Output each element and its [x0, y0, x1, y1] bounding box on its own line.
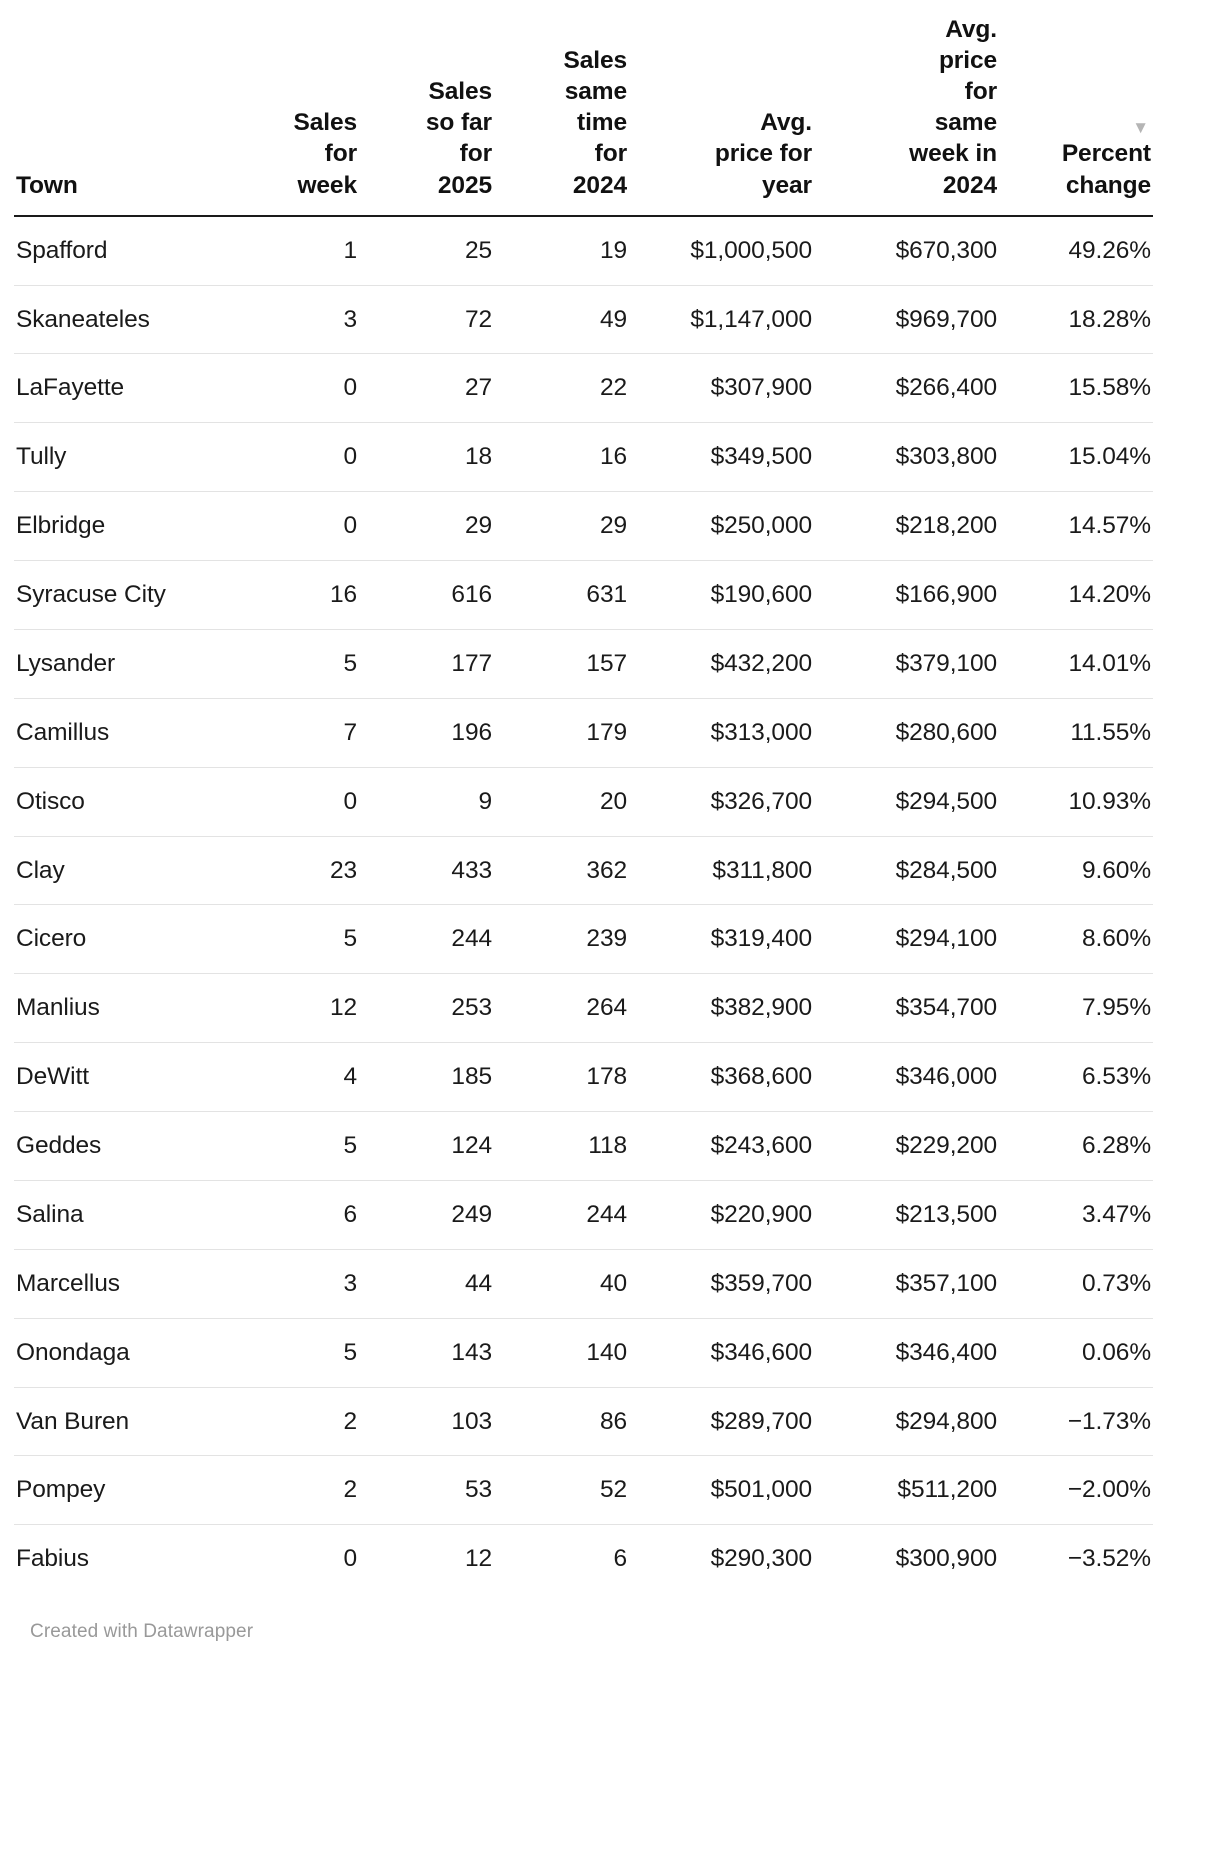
header-line: Percent — [1061, 140, 1151, 168]
cell-percent-change: 14.01% — [999, 629, 1153, 698]
cell-avg-price-same-week-2024: $294,100 — [814, 905, 999, 974]
cell-avg-price-same-week-2024: $229,200 — [814, 1112, 999, 1181]
cell-sales-for-week: 5 — [224, 905, 359, 974]
cell-sales-so-far-2025: 18 — [359, 423, 494, 492]
cell-sales-so-far-2025: 196 — [359, 698, 494, 767]
cell-town: LaFayette — [14, 354, 224, 423]
cell-sales-so-far-2025: 253 — [359, 974, 494, 1043]
column-header-sales-for-week[interactable] — [224, 14, 359, 216]
cell-sales-so-far-2025: 244 — [359, 905, 494, 974]
table-row — [14, 1043, 1153, 1112]
table-row — [14, 354, 1153, 423]
cell-percent-change: 0.06% — [999, 1318, 1153, 1387]
table-row — [14, 629, 1153, 698]
cell-sales-same-time-2024: 178 — [494, 1043, 629, 1112]
header-line: Sales — [293, 109, 357, 137]
cell-sales-so-far-2025: 53 — [359, 1456, 494, 1525]
sort-descending-icon[interactable]: ▼ — [1132, 118, 1149, 138]
table-row — [14, 561, 1153, 630]
cell-avg-price-same-week-2024: $346,000 — [814, 1043, 999, 1112]
cell-sales-for-week: 0 — [224, 767, 359, 836]
header-line: week in — [909, 140, 997, 168]
header-line: price for — [714, 140, 812, 168]
table-row — [14, 423, 1153, 492]
column-header-sales-so-far-2025[interactable] — [359, 14, 494, 216]
header-line: for — [459, 140, 492, 168]
cell-town: Marcellus — [14, 1249, 224, 1318]
cell-sales-for-week: 3 — [224, 285, 359, 354]
column-header-town-line-1: Town — [16, 171, 78, 199]
cell-town: Geddes — [14, 1112, 224, 1181]
cell-avg-price-year: $290,300 — [710, 1545, 812, 1573]
cell-avg-price-year: $359,700 — [629, 1249, 814, 1318]
header-line: Sales — [563, 47, 627, 75]
cell-avg-price-year: $432,200 — [629, 629, 814, 698]
cell-sales-same-time-2024: 86 — [494, 1387, 629, 1456]
table-row — [14, 1180, 1153, 1249]
cell-sales-so-far-2025: 185 — [359, 1043, 494, 1112]
cell-avg-price-same-week-2024: $346,400 — [814, 1318, 999, 1387]
cell-town: Tully — [14, 423, 224, 492]
cell-sales-so-far-2025: 29 — [359, 492, 494, 561]
cell-percent-change: 18.28% — [999, 285, 1153, 354]
header-line: time — [577, 109, 627, 137]
cell-sales-same-time-2024: 49 — [494, 285, 629, 354]
cell-percent-change: 0.73% — [999, 1249, 1153, 1318]
cell-percent-change: 49.26% — [999, 216, 1153, 285]
cell-sales-so-far-2025: 25 — [359, 216, 494, 285]
cell-avg-price-same-week-2024: $284,500 — [814, 836, 999, 905]
cell-avg-price-year: $368,600 — [629, 1043, 814, 1112]
cell-sales-same-time-2024: 118 — [494, 1112, 629, 1181]
cell-avg-price-year: $382,900 — [629, 974, 814, 1043]
header-line: for — [964, 78, 997, 106]
cell-sales-same-time-2024: 52 — [494, 1456, 629, 1525]
cell-sales-so-far-2025: 616 — [359, 561, 494, 630]
cell-sales-for-week: 2 — [224, 1387, 359, 1456]
cell-town: Syracuse City — [14, 561, 224, 630]
cell-sales-same-time-2024: 140 — [494, 1318, 629, 1387]
cell-avg-price-year: $313,000 — [629, 698, 814, 767]
cell-sales-so-far-2025: 249 — [359, 1180, 494, 1249]
cell-sales-for-week: 2 — [224, 1456, 359, 1525]
table-row — [14, 1318, 1153, 1387]
header-line: year — [761, 171, 812, 199]
cell-sales-same-time-2024: 16 — [494, 423, 629, 492]
cell-sales-same-time-2024: 29 — [494, 492, 629, 561]
cell-sales-same-time-2024: 179 — [494, 698, 629, 767]
cell-avg-price-year: $289,700 — [629, 1387, 814, 1456]
cell-sales-for-week: 0 — [224, 492, 359, 561]
table-row — [14, 285, 1153, 354]
table-header-row — [14, 14, 1153, 216]
cell-town: Lysander — [14, 629, 224, 698]
cell-avg-price-same-week-2024: $294,500 — [814, 767, 999, 836]
cell-town: Salina — [14, 1180, 224, 1249]
cell-sales-for-week: 4 — [224, 1043, 359, 1112]
cell-avg-price-year: $1,147,000 — [629, 285, 814, 354]
datawrapper-credit[interactable]: Created with Datawrapper — [30, 1621, 254, 1643]
cell-sales-same-time-2024: 239 — [494, 905, 629, 974]
cell-percent-change: 7.95% — [999, 974, 1153, 1043]
header-line: for — [594, 140, 627, 168]
cell-sales-for-week: 7 — [224, 698, 359, 767]
header-line: change — [1065, 171, 1151, 199]
cell-town: Manlius — [14, 974, 224, 1043]
cell-town: Elbridge — [14, 492, 224, 561]
table-row — [14, 698, 1153, 767]
cell-town: Onondaga — [14, 1318, 224, 1387]
cell-sales-for-week: 3 — [224, 1249, 359, 1318]
cell-percent-change: −3.52% — [1067, 1545, 1151, 1573]
cell-avg-price-same-week-2024: $354,700 — [814, 974, 999, 1043]
cell-sales-same-time-2024: 20 — [494, 767, 629, 836]
cell-percent-change: 11.55% — [999, 698, 1153, 767]
table-row — [14, 1456, 1153, 1525]
cell-town: Camillus — [14, 698, 224, 767]
cell-sales-same-time-2024: 40 — [494, 1249, 629, 1318]
cell-percent-change: 3.47% — [999, 1180, 1153, 1249]
cell-town: Fabius — [16, 1545, 89, 1573]
header-line: week — [297, 171, 357, 199]
cell-avg-price-year: $250,000 — [629, 492, 814, 561]
header-line: same — [564, 78, 627, 106]
cell-avg-price-year: $311,800 — [629, 836, 814, 905]
header-line: for — [324, 140, 357, 168]
cell-sales-so-far-2025: 72 — [359, 285, 494, 354]
cell-sales-for-week: 5 — [224, 1318, 359, 1387]
cell-percent-change: 15.04% — [999, 423, 1153, 492]
cell-sales-for-week: 5 — [224, 1112, 359, 1181]
cell-sales-so-far-2025: 12 — [464, 1545, 492, 1573]
cell-sales-so-far-2025: 124 — [359, 1112, 494, 1181]
cell-sales-for-week: 1 — [224, 216, 359, 285]
cell-sales-same-time-2024: 264 — [494, 974, 629, 1043]
cell-sales-for-week: 23 — [224, 836, 359, 905]
cell-sales-same-time-2024: 19 — [494, 216, 629, 285]
cell-town: Skaneateles — [14, 285, 224, 354]
cell-avg-price-year: $243,600 — [629, 1112, 814, 1181]
cell-avg-price-same-week-2024: $303,800 — [814, 423, 999, 492]
cell-avg-price-year: $349,500 — [629, 423, 814, 492]
cell-sales-so-far-2025: 27 — [359, 354, 494, 423]
real-estate-sales-table — [14, 14, 1153, 1593]
cell-percent-change: −2.00% — [999, 1456, 1153, 1525]
cell-percent-change: 14.20% — [999, 561, 1153, 630]
cell-avg-price-same-week-2024: $300,900 — [895, 1545, 997, 1573]
cell-sales-so-far-2025: 103 — [359, 1387, 494, 1456]
cell-sales-same-time-2024: 244 — [494, 1180, 629, 1249]
table-row — [14, 216, 1153, 285]
cell-sales-same-time-2024: 6 — [613, 1545, 627, 1573]
column-header-avg-price-year[interactable] — [629, 14, 814, 216]
header-line: so far — [425, 109, 492, 137]
table-row — [14, 767, 1153, 836]
cell-town: Pompey — [14, 1456, 224, 1525]
cell-town: Van Buren — [14, 1387, 224, 1456]
cell-avg-price-same-week-2024: $218,200 — [814, 492, 999, 561]
header-line: Avg. — [760, 109, 812, 137]
cell-percent-change: 15.58% — [999, 354, 1153, 423]
table-header — [14, 14, 1153, 216]
cell-percent-change: 6.28% — [999, 1112, 1153, 1181]
header-line: same — [934, 109, 997, 137]
cell-avg-price-same-week-2024: $280,600 — [814, 698, 999, 767]
cell-sales-for-week: 16 — [224, 561, 359, 630]
cell-percent-change: −1.73% — [999, 1387, 1153, 1456]
cell-avg-price-year: $326,700 — [629, 767, 814, 836]
header-line: 2024 — [572, 171, 627, 199]
cell-percent-change: 10.93% — [999, 767, 1153, 836]
header-line: 2025 — [437, 171, 492, 199]
cell-town: DeWitt — [14, 1043, 224, 1112]
cell-avg-price-same-week-2024: $213,500 — [814, 1180, 999, 1249]
cell-sales-so-far-2025: 44 — [359, 1249, 494, 1318]
cell-avg-price-year: $307,900 — [629, 354, 814, 423]
cell-percent-change: 9.60% — [999, 836, 1153, 905]
cell-avg-price-same-week-2024: $670,300 — [814, 216, 999, 285]
cell-town: Cicero — [14, 905, 224, 974]
table-row — [14, 836, 1153, 905]
cell-town: Spafford — [14, 216, 224, 285]
table-row — [14, 492, 1153, 561]
cell-sales-for-week: 5 — [224, 629, 359, 698]
column-header-percent-change[interactable] — [999, 14, 1153, 216]
cell-sales-for-week: 12 — [224, 974, 359, 1043]
cell-avg-price-same-week-2024: $266,400 — [814, 354, 999, 423]
column-header-sales-same-time-2024[interactable] — [494, 14, 629, 216]
cell-avg-price-year: $190,600 — [629, 561, 814, 630]
cell-sales-same-time-2024: 362 — [494, 836, 629, 905]
cell-avg-price-same-week-2024: $357,100 — [814, 1249, 999, 1318]
cell-sales-so-far-2025: 177 — [359, 629, 494, 698]
cell-avg-price-year: $319,400 — [629, 905, 814, 974]
cell-sales-same-time-2024: 631 — [494, 561, 629, 630]
column-header-avg-price-same-week-2024[interactable] — [814, 14, 999, 216]
cell-percent-change: 8.60% — [999, 905, 1153, 974]
cell-avg-price-year: $220,900 — [629, 1180, 814, 1249]
cell-sales-for-week: 0 — [343, 1545, 357, 1573]
table-row — [14, 905, 1153, 974]
cell-percent-change: 14.57% — [999, 492, 1153, 561]
header-line: Sales — [428, 78, 492, 106]
cell-avg-price-year: $346,600 — [629, 1318, 814, 1387]
cell-town: Otisco — [14, 767, 224, 836]
table-row — [14, 974, 1153, 1043]
cell-town: Clay — [14, 836, 224, 905]
cell-avg-price-same-week-2024: $166,900 — [814, 561, 999, 630]
cell-percent-change: 6.53% — [999, 1043, 1153, 1112]
header-line: Avg. — [945, 16, 997, 43]
table-row — [14, 1249, 1153, 1318]
cell-avg-price-year: $1,000,500 — [629, 216, 814, 285]
table-row — [14, 1525, 1153, 1593]
column-header-town[interactable] — [14, 14, 224, 216]
cell-sales-same-time-2024: 22 — [494, 354, 629, 423]
cell-sales-so-far-2025: 433 — [359, 836, 494, 905]
table-body — [14, 216, 1153, 1594]
cell-avg-price-same-week-2024: $294,800 — [814, 1387, 999, 1456]
header-line: price — [938, 47, 997, 75]
cell-sales-for-week: 6 — [224, 1180, 359, 1249]
cell-avg-price-same-week-2024: $379,100 — [814, 629, 999, 698]
cell-avg-price-same-week-2024: $969,700 — [814, 285, 999, 354]
cell-sales-so-far-2025: 9 — [359, 767, 494, 836]
table-row — [14, 1112, 1153, 1181]
cell-sales-so-far-2025: 143 — [359, 1318, 494, 1387]
cell-avg-price-same-week-2024: $511,200 — [814, 1456, 999, 1525]
cell-sales-same-time-2024: 157 — [494, 629, 629, 698]
table-row — [14, 1387, 1153, 1456]
header-line: 2024 — [942, 171, 997, 199]
cell-avg-price-year: $501,000 — [629, 1456, 814, 1525]
cell-sales-for-week: 0 — [224, 423, 359, 492]
cell-sales-for-week: 0 — [224, 354, 359, 423]
